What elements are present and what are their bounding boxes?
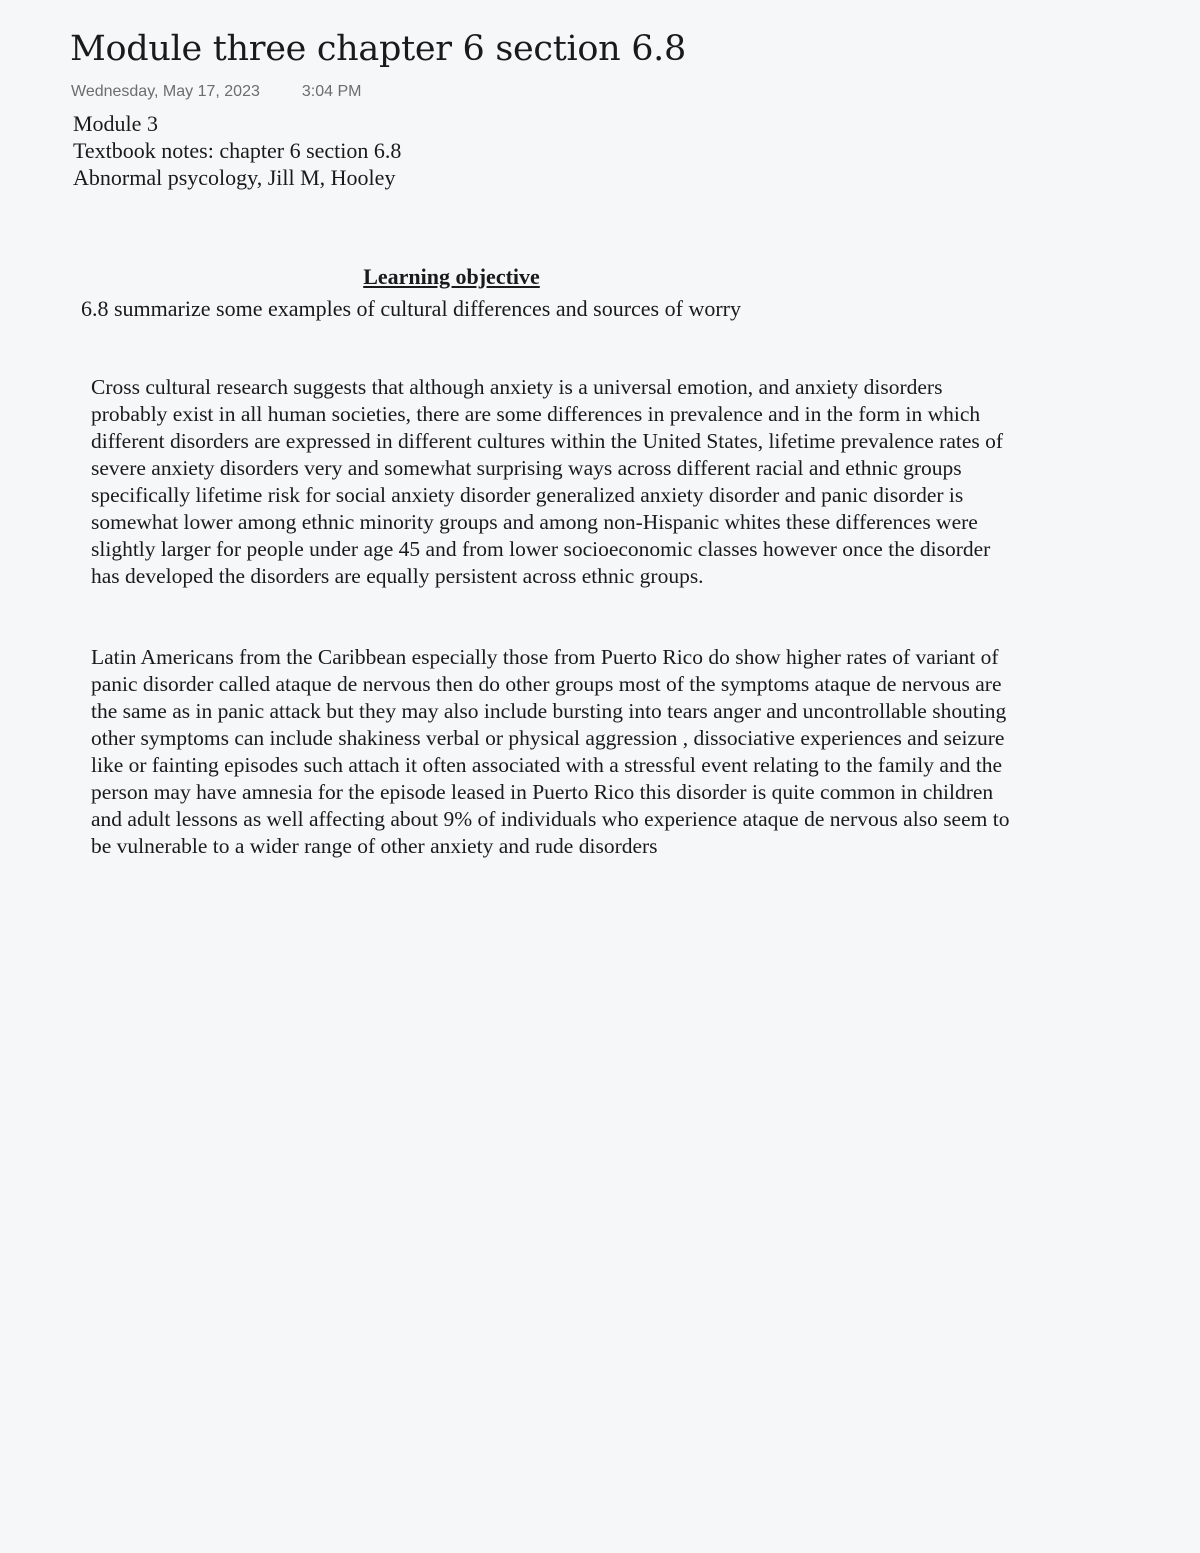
header-line-textbook[interactable]: Textbook notes: chapter 6 section 6.8 [73, 138, 402, 163]
note-time: 3:04 PM [301, 83, 362, 100]
learning-objective-text[interactable]: 6.8 summarize some examples of cultural differences and sources of worry [81, 296, 741, 321]
learning-objective-heading[interactable]: Learning objective [363, 264, 540, 289]
note-paragraph-cross-cultural[interactable]: Cross cultural research suggests that although anxiety is a universal emotion, and anxiety disorders probably exist in all human societies, there are some differences in prevalence and in the form in which different disorders are expressed in different cultures within the United States, lifetime prevalence rates of severe anxiety disorders very and somewhat surprising ways across different racial and ethnic groups specifically lifetime risk for social anxiety disorder generalized anxiety disorder and panic disorder is somewhat lower among ethnic minority groups and among non-Hispanic whites these differences were slightly larger for people under age 45 and from lower socioeconomic classes however once the disorder has developed the disorders are equally persistent across ethnic groups. [91, 375, 1004, 588]
note-date: Wednesday, May 17, 2023 [71, 83, 260, 100]
header-line-author[interactable]: Abnormal psycology, Jill M, Hooley [73, 165, 396, 190]
header-line-module[interactable]: Module 3 [73, 111, 158, 136]
note-paragraph-latin-americans[interactable]: Latin Americans from the Caribbean especially those from Puerto Rico do show higher rates of variant of panic disorder called ataque de nervous then do other groups most of the symptoms ataque de nervous are the same as in panic attack but they may also include bursting into tears anger and uncontrollable shouting other symptoms can include shakiness verbal or physical aggression , dissociative experiences and seizure like or fainting episodes such attach it often associated with a stressful event relating to the family and the person may have amnesia for the episode leased in Puerto Rico this disorder is quite common in children and adult lessons as well affecting about 9% of individuals who experience ataque de nervous also seem to be vulnerable to a wider range of other anxiety and rude disorders [91, 645, 1010, 858]
note-header-block[interactable] [73, 110, 401, 191]
page-title[interactable]: Module three chapter 6 section 6.8 [70, 29, 686, 69]
note-timestamp [71, 81, 361, 103]
